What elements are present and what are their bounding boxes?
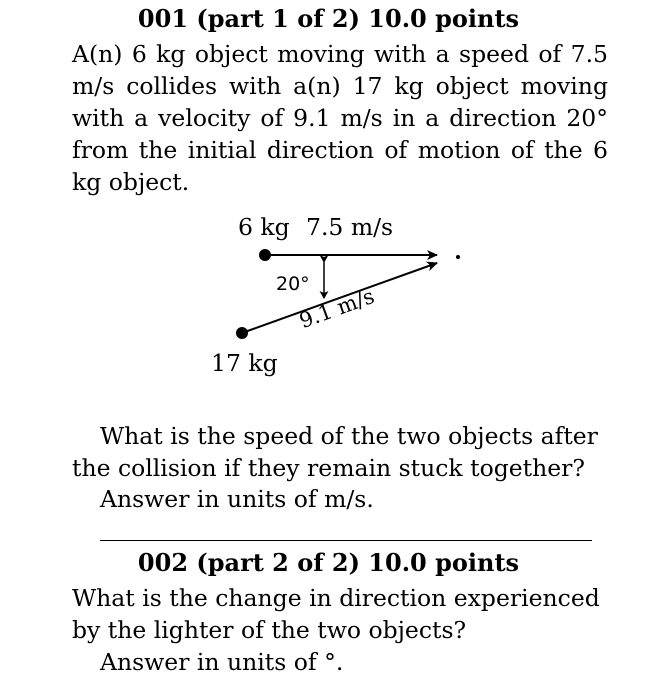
object-2-speed-label: 9.1 m/s [296,283,378,334]
object-1-dot [259,249,271,261]
question-2-header: 002 (part 2 of 2) 10.0 points [137,548,520,577]
object-2-dot [236,327,248,339]
question-2-units-line: Answer in units of °. [100,648,344,676]
object-1-mass-label: 6 kg [238,213,290,241]
reference-dot [456,255,460,259]
question-1-units-line: Answer in units of m/s. [100,485,374,513]
question-2-prompt-line-2: by the lighter of the two objects? [72,616,467,644]
angle-label: 20° [276,273,310,295]
object-1-speed-label: 7.5 m/s [306,213,394,241]
question-2-prompt-line-1: What is the change in direction experienced [72,584,600,612]
object-2-mass-label: 17 kg [211,349,278,377]
question-1-prompt-line-2: the collision if they remain stuck together? [72,454,585,482]
section-divider [100,540,592,541]
question-1-prompt-line-1: What is the speed of the two objects after [100,422,598,450]
question-1-problem-text: A(n) 6 kg object moving with a speed of 7.5 m/s collides with a(n) 17 kg object moving with a velocity of 9.1 m/s in a direction 20° from the initial direction of motion of the 6 kg object. [72,40,608,196]
collision-diagram [0,195,657,395]
question-1-header: 001 (part 1 of 2) 10.0 points [137,4,520,33]
